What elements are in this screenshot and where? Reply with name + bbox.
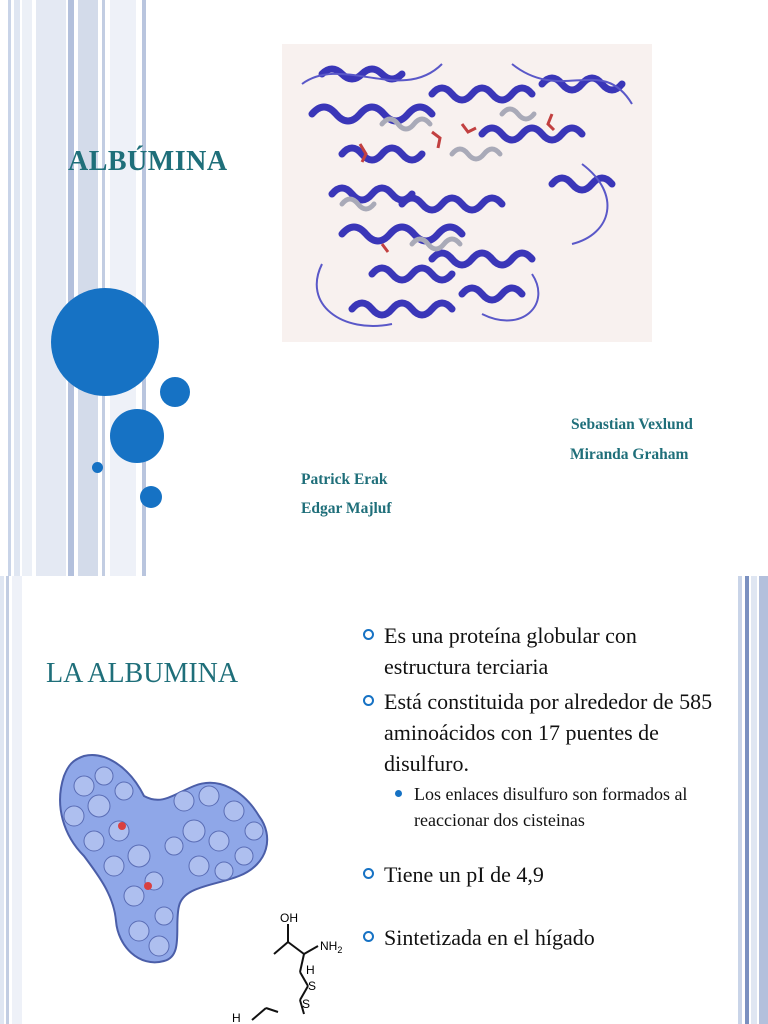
decor-stripe [0,576,4,1024]
decor-circle [51,288,159,396]
decor-stripe [751,576,757,1024]
bullet-item: Está constituida por alrededor de 585 aminoácidos con 17 puentes de disulfuro. [362,686,722,779]
author-name: Sebastian Vexlund [571,416,693,433]
decor-circle [140,486,162,508]
protein-ribbon-image [282,44,652,342]
author-name: Miranda Graham [570,446,689,463]
decor-stripe [6,576,9,1024]
chem-oh: OH [280,911,298,925]
chem-nh2: $NH_2$ [320,939,343,955]
decor-circle [92,462,103,473]
bullet-item: Es una proteína globular con estructura terciaria [362,620,722,682]
bullet-item: Tiene un pI de 4,9 [362,859,722,890]
chem-s: S [308,979,317,993]
decor-circle [160,377,190,407]
chem-h: H [232,1011,241,1024]
decor-stripe [745,576,749,1024]
decor-stripe [738,576,742,1024]
slide-title: LA ALBUMINA [46,658,239,689]
decor-stripe [36,0,66,576]
author-name: Patrick Erak [301,471,388,488]
slide-2 [0,576,768,1024]
slide-title: ALBÚMINA [68,146,228,177]
decor-stripe [14,0,20,576]
decor-stripe [22,0,32,576]
cysteine-structure-diagram [226,908,356,1024]
bullet-item: Sintetizada en el hígado [362,922,722,953]
author-name: Edgar Majluf [301,500,392,517]
decor-stripe [12,576,22,1024]
sub-bullet-item: Los enlaces disulfuro son formados al reaccionar dos cisteinas [392,781,722,833]
decor-stripe [8,0,11,576]
bullet-list [362,620,722,953]
decor-stripe [759,576,768,1024]
chem-h: H [306,963,315,977]
decor-stripe [68,0,74,576]
decor-circle [110,409,164,463]
chem-s: S [302,997,311,1011]
